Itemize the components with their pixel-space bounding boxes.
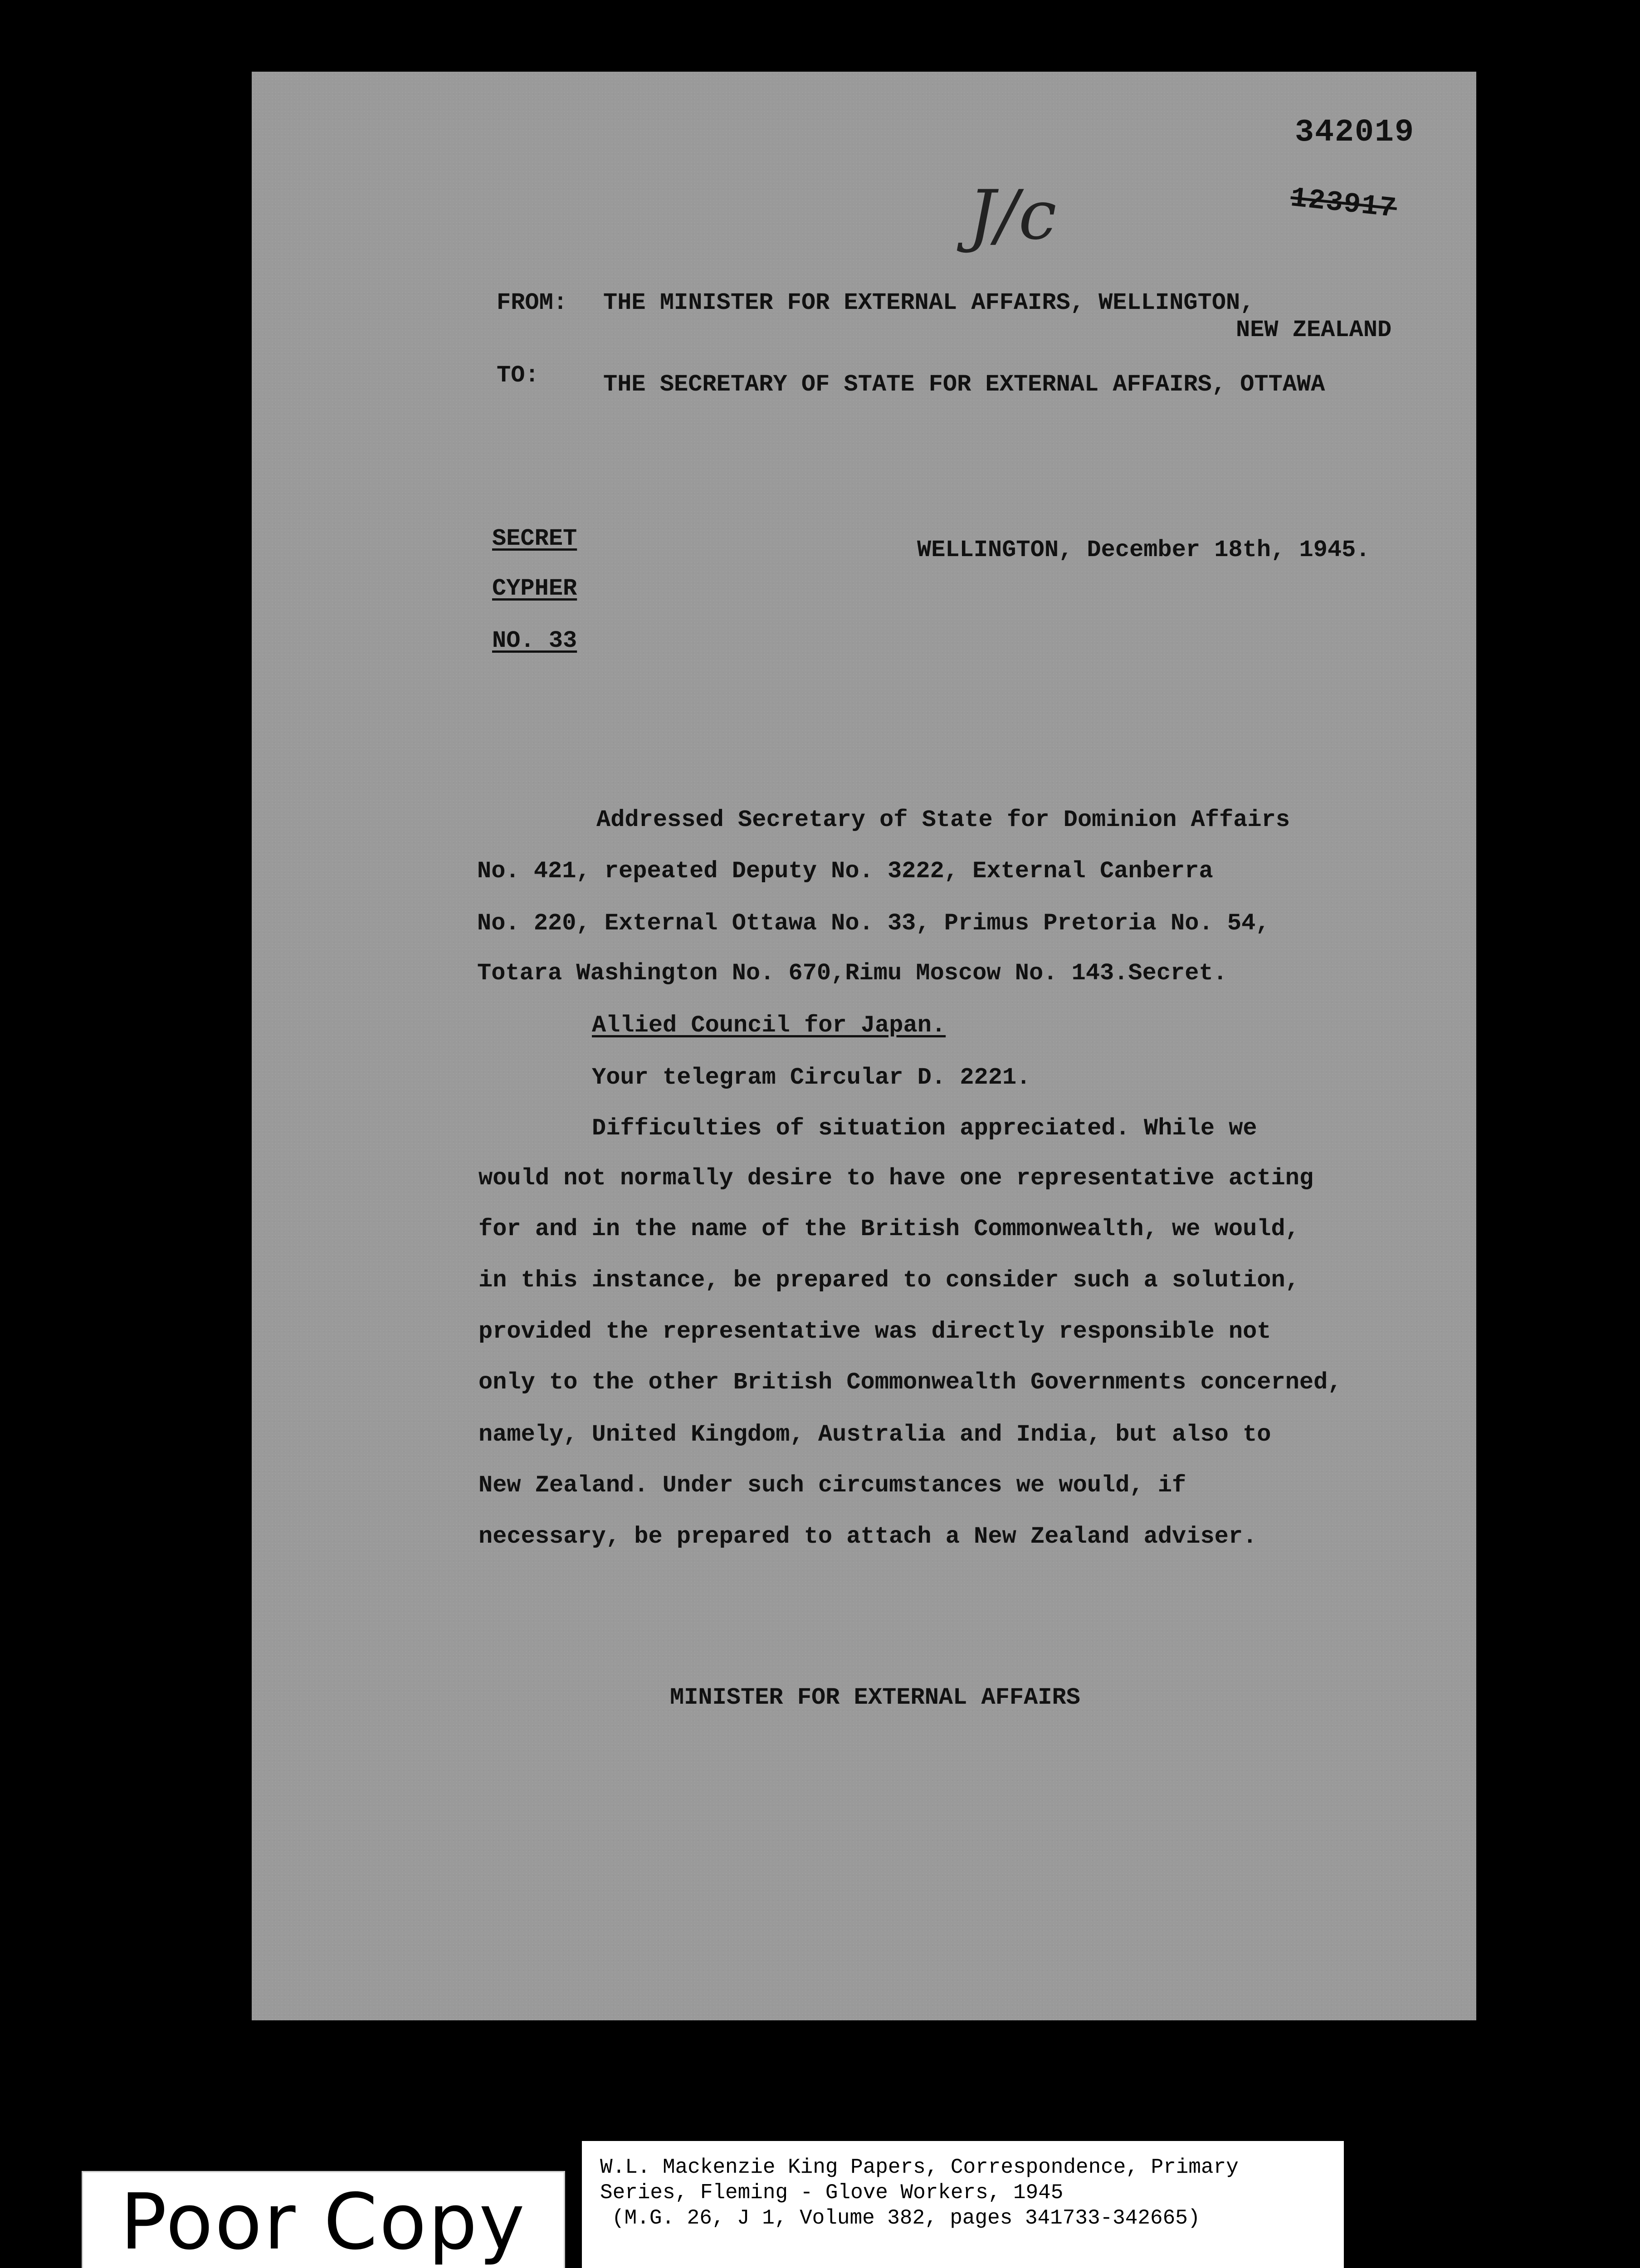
place-date: WELLINGTON, December 18th, 1945. (917, 537, 1370, 563)
paragraph-line-5: provided the representative was directly responsible not (478, 1318, 1271, 1345)
signature-line: MINISTER FOR EXTERNAL AFFAIRS (670, 1684, 1080, 1711)
body-line-1: Addressed Secretary of State for Dominion Affairs (596, 807, 1290, 833)
paragraph-line-1: Difficulties of situation appreciated. While we (592, 1115, 1257, 1142)
document-page (252, 72, 1476, 2020)
from-line-2: NEW ZEALAND (1236, 317, 1392, 343)
subject-line: Allied Council for Japan. (592, 1012, 946, 1039)
paragraph-line-4: in this instance, be prepared to consider such a solution, (478, 1267, 1299, 1294)
paragraph-line-3: for and in the name of the British Commonwealth, we would, (478, 1216, 1299, 1242)
handwritten-initials: J/c (968, 176, 1057, 255)
citation-line-2: Series, Fleming - Glove Workers, 1945 (600, 2181, 1064, 2204)
to-line: THE SECRETARY OF STATE FOR EXTERNAL AFFAIRS, OTTAWA (603, 371, 1325, 398)
from-line-1: THE MINISTER FOR EXTERNAL AFFAIRS, WELLINGTON, (603, 289, 1254, 316)
body-line-4: Totara Washington No. 670,Rimu Moscow No. 143.Secret. (477, 960, 1227, 987)
paragraph-line-7: namely, United Kingdom, Australia and India, but also to (478, 1421, 1271, 1448)
to-label: TO: (497, 362, 539, 389)
from-label: FROM: (497, 289, 568, 316)
message-number: NO. 33 (492, 627, 577, 654)
paragraph-line-8: New Zealand. Under such circumstances we would, if (478, 1472, 1186, 1499)
paragraph-line-9: necessary, be prepared to attach a New Zealand adviser. (478, 1523, 1257, 1550)
poor-copy-label: Poor Copy (120, 2177, 527, 2267)
method-cypher: CYPHER (492, 575, 577, 602)
citation-line-1: W.L. Mackenzie King Papers, Correspondence, Primary (600, 2156, 1239, 2179)
document-number: 342019 (1295, 115, 1415, 151)
paragraph-line-2: would not normally desire to have one representative acting (478, 1165, 1314, 1192)
reference-line: Your telegram Circular D. 2221. (592, 1064, 1031, 1091)
body-line-3: No. 220, External Ottawa No. 33, Primus Pretoria No. 54, (477, 910, 1270, 937)
citation-label (582, 2141, 1344, 2268)
body-line-2: No. 421, repeated Deputy No. 3222, External Canberra (477, 858, 1213, 885)
paragraph-line-6: only to the other British Commonwealth Governments concerned, (478, 1369, 1342, 1396)
poor-copy-stamp (82, 2171, 565, 2268)
citation-line-3: (M.G. 26, J 1, Volume 382, pages 341733-342665) (612, 2206, 1201, 2230)
struck-old-number: 123917 (1289, 181, 1399, 225)
classification-secret: SECRET (492, 525, 577, 552)
